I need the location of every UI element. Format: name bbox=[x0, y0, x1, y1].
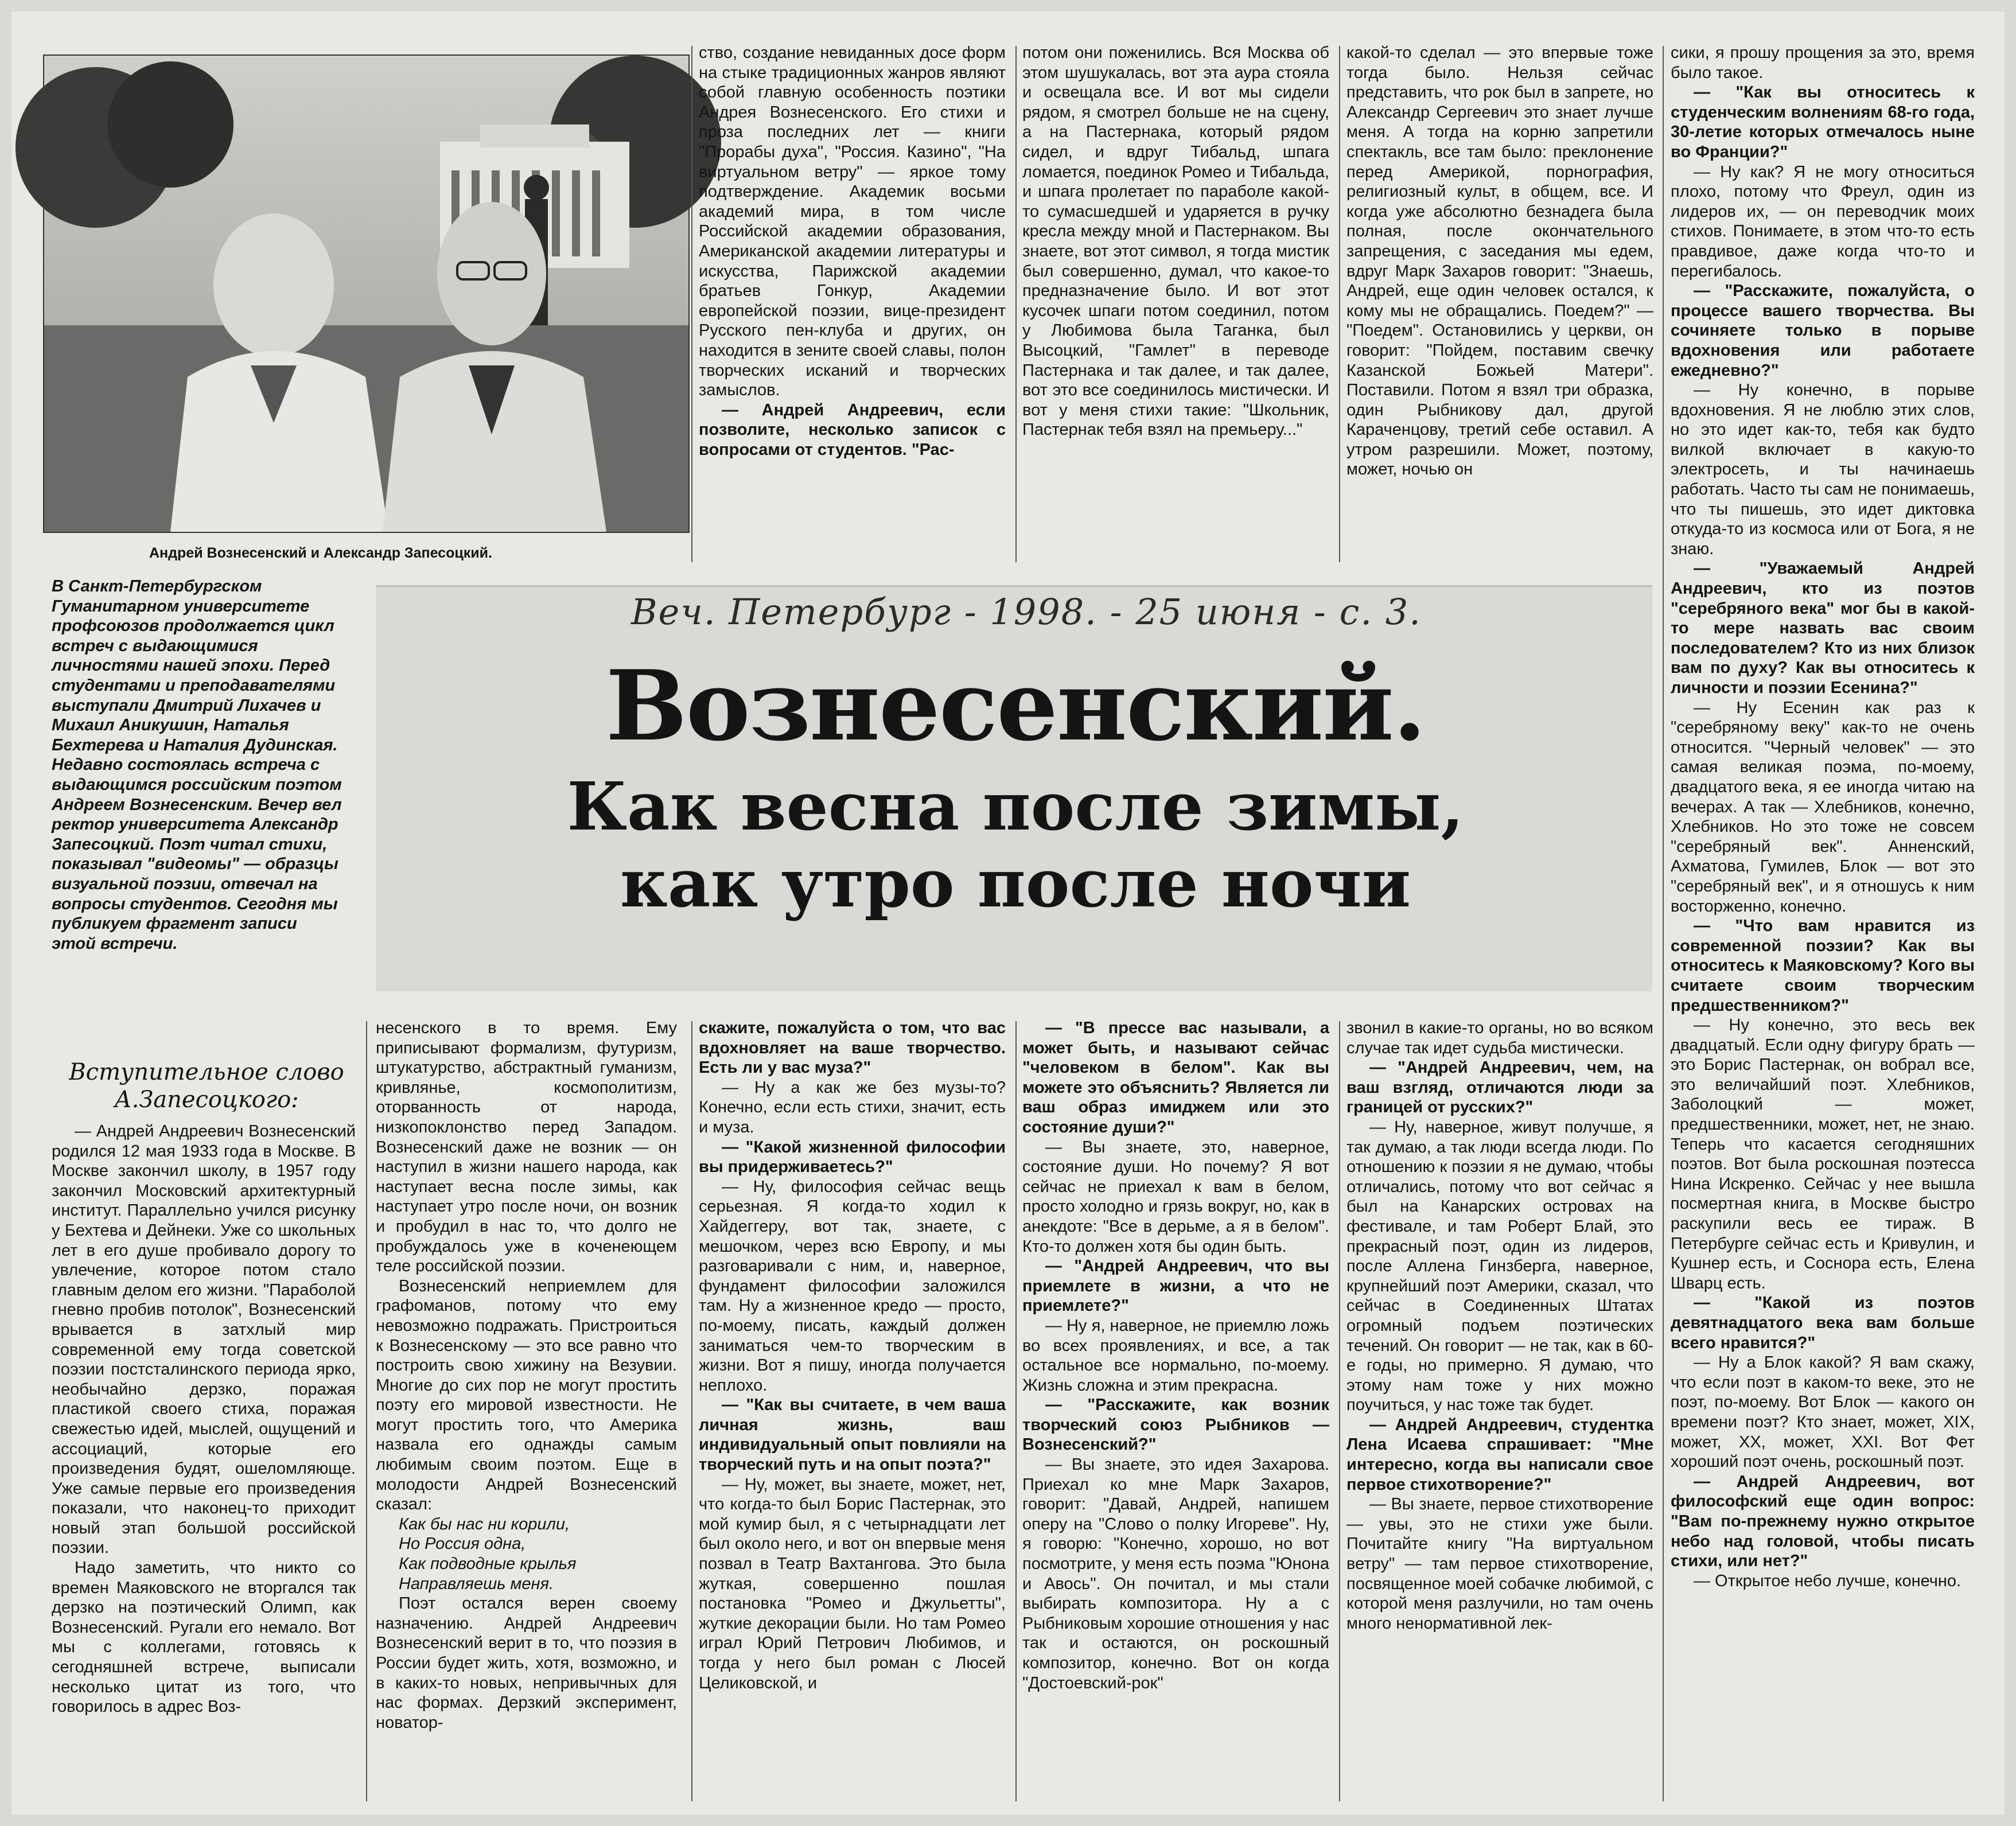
paragraph: — Ну как? Я не могу относиться плохо, потому что Фреул, один из лидеров их, — он переводчик моих стихов. Понимаете, в этом что-то есть правдивое, даже когда что-то и перегибалось. bbox=[1671, 162, 1980, 281]
paragraph: потом они поженились. Вся Москва об этом шушукалась, вот эта аура стояла и освещала все. И вот мы сидели рядом, я смотрел больше не на сцену, а на Пастернака, который рядом сидел, и вдруг Тибальд, шпага ломается, поединок Ромео и Тибальда, и шпага пролетает по параболе какой-то сумасшедшей и ударяется в ручку кресла между мной и Пастернаком. Вы знаете, вот этот символ, я тогда мистик был совершенно, думал, что какое-то предназначение было. И вот этот кусочек шпаги потом соединил, потом у Любимова была Таганка, был Высоцкий, "Гамлет" в переводе Пастернака и так далее, и так далее, вот это все соединилось мистически. И вот у меня стихи такие: "Школьник, Пастернак тебя взял на премьеру..." bbox=[1022, 44, 1334, 439]
paragraph: — Вы знаете, первое стихотворение — увы, это не стихи уже были. Почитайте книгу "На виртуальном ветру" — там первое стихотворение, посвященное моей собачке любимой, с которой меня разлучили, но там очень много ненормативной лек- bbox=[1346, 1495, 1659, 1633]
headline-title: Вознесенский. bbox=[605, 649, 1426, 762]
paragraph: — Вы знаете, это, наверное, состояние души. Но почему? Я вот сейчас не приехал к вам в белом, просто холодно и грязь вокруг, но, как в анекдоте: "Все в дерьме, а я в белом". Кто-то должен хотя бы один быть. bbox=[1022, 1138, 1334, 1256]
paragraph: — "Андрей Андреевич, чем, на ваш взгляд, отличаются люди за границей от русских?" bbox=[1346, 1058, 1659, 1117]
photo-caption: Андрей Вознесенский и Александр Запесоцкий. bbox=[149, 545, 492, 561]
paragraph: сики, я прошу прощения за это, время было такое. bbox=[1671, 44, 1980, 82]
paragraph: — Ну конечно, в порыве вдохновения. Я не люблю этих слов, но это идет как-то, тебя как будто вилкой включает в какую-то электросеть, и ты начинаешь работать. Часто ты сам не понимаешь, что ты пишешь, это идет диктовка откуда-то из космоса или от Бога, я не знаю. bbox=[1671, 381, 1980, 558]
paragraph: — Андрей Андреевич, вот философский еще один вопрос: "Вам по-прежнему нужно открытое небо над головой, чтобы писать стихи, или нет?" bbox=[1671, 1472, 1980, 1571]
paragraph: — "Какой жизненной философии вы придерживаетесь?" bbox=[699, 1138, 1011, 1177]
headline-subtitle-line-2: как утро после ночи bbox=[620, 845, 1411, 922]
top-column-2 bbox=[699, 43, 1011, 562]
headline-subtitle-line-1: Как весна после зимы, bbox=[567, 768, 1464, 846]
paragraph: Надо заметить, что никто со времен Маяковского не вторгался так дерзко на поэтический Олимп, как Вознесенский. Ругали его немало. Вот мы с коллегами, готовясь к сегодняшней встрече, выписали несколько цитат из того, что говорилось в адрес Воз- bbox=[52, 1559, 361, 1716]
paragraph: — "В прессе вас называли, а может быть, и называют сейчас "человеком в белом". Как вы можете это объяснить? Является ли ваш образ имиджем или это состояние души?" bbox=[1022, 1019, 1334, 1136]
paragraph: — Ну, философия сейчас вещь серьезная. Я когда-то ходил к Хайдеггеру, вот так, знаете, с мешочком, через всю Европу, и мы разговаривали с ним, и, наверное, фундамент философии заложился там. Ну а жизненное кредо — просто, по-моему, писать, каждый должен заниматься чем-то творческим в жизни. Вот я пишу, иногда получается неплохо. bbox=[699, 1177, 1011, 1395]
photo-image bbox=[44, 56, 688, 532]
paragraph: — "Расскажите, как возник творческий союз Рыбников — Вознесенский?" bbox=[1022, 1396, 1334, 1454]
bottom-column-5 bbox=[1346, 1018, 1659, 1807]
bottom-column-3 bbox=[699, 1018, 1011, 1807]
column-rule bbox=[1015, 46, 1017, 562]
paragraph: — Андрей Андреевич Вознесенский родился 12 мая 1933 года в Москве. В Москве закончил школу, в 1957 году закончил Московский архитектурный институт. Параллельно учился рисунку у Бехтева и Дейнеки. Уже со школьных лет в его душе пробивало дорогу то увлечение, которое потом стало главным делом его жизни. "Параболой гневно пробив потолок", Вознесенский врывается в затхлый мир современной ему тогда советской поэзии постсталинского периода ярко, необычайно дерзко, поражая пластикой своего стиха, поражая свежестью идей, мыслей, ощущений и ассоциаций, которые его произведения будят, ошеломляюще. Уже самые первые его произведения показали, что наконец-то приходит новый этап большой российской поэзии. bbox=[52, 1122, 361, 1558]
paragraph: — Ну я, наверное, не приемлю ложь во всех проявлениях, и все, а так остальное все нормально, по-моему. Жизнь сложна и этим прекрасна. bbox=[1022, 1316, 1334, 1395]
paragraph: — "Уважаемый Андрей Андреевич, кто из поэтов "серебряного века" мог бы в какой-то мере назвать вас своим последователем? Кто из них близок вам по духу? Как вы относитесь к личности и поэзии Есенина?" bbox=[1671, 559, 1980, 697]
paragraph: ство, создание невиданных досе форм на стыке традиционных жанров являют собой главную особенность поэтики Андрея Вознесенского. Его стихи и проза последних лет — книги "Прорабы духа", "Россия. Казино", "На виртуальном ветру" — яркое тому подтверждение. Академик восьми академий мира, в том числе Российской академии образования, Американской академии литературы и искусства, Парижской академии братьев Гонкур, Академии европейской поэзии, вице-президент Русского пен-клуба и других, он находится в зените своей славы, полон творческих исканий и творческих замыслов. bbox=[699, 44, 1011, 400]
column-rule bbox=[691, 1021, 692, 1801]
column-rule bbox=[366, 1021, 367, 1801]
intro-subheading: Вступительное слово А.Запесоцкого: bbox=[69, 1059, 344, 1113]
top-column-4 bbox=[1346, 43, 1659, 562]
paragraph: — "Какой из поэтов девятнадцатого века вам больше всего нравится?" bbox=[1671, 1294, 1980, 1352]
newspaper-page bbox=[11, 11, 2005, 1815]
paragraph: — Андрей Андреевич, студентка Лена Исаева спрашивает: "Мне интересно, когда вы написали свое первое стихотворение?" bbox=[1346, 1415, 1659, 1494]
column-rule bbox=[1663, 46, 1664, 1801]
column-rule bbox=[691, 46, 692, 562]
paragraph: — "Расскажите, пожалуйста, о процессе вашего творчества. Вы сочиняете только в порыве вдохновения или работаете ежедневно?" bbox=[1671, 282, 1980, 380]
paragraph: — Открытое небо лучше, конечно. bbox=[1694, 1571, 1961, 1590]
paragraph: — Ну, может, вы знаете, может, нет, что когда-то был Борис Пастернак, это мой кумир был, я с четырнадцати лет был около него, и вот он впервые меня позвал в Театр Вахтангова. Это была жуткая, совершенно пошлая постановка "Ромео и Джульетты", жуткие декорации были. Но там Ромео играл Юрий Петрович Любимов, и тогда у него был роман с Люсей Целиковской, и bbox=[699, 1475, 1011, 1692]
paragraph: — Андрей Андреевич, если позволите, несколько записок с вопросами от студентов. "Рас- bbox=[699, 400, 1011, 459]
bottom-column-4 bbox=[1022, 1018, 1334, 1807]
paragraph: Поэт остался верен своему назначению. Андрей Андреевич Вознесенский верит в то, что поэзия в России будет жить, хотя, возможно, и в каких-то новых, непривычных для нас формах. Дерзкий эксперимент, новатор- bbox=[376, 1594, 682, 1732]
paragraph: — Ну, наверное, живут получше, я так думаю, а так люди всегда люди. По отношению к поэзии я не думаю, чтобы отличались, потому что вот сейчас я был на Канарских островах на фестивале, и там Роберт Блай, это прекрасный поэт, один из лидеров, после Аллена Гинзберга, наверное, крупнейший поэт Америки, сказал, что сейчас в Соединенных Штатах огромный подъем поэтических течений. Он говорит — не так, как в 60-е годы, но примерно. Я думаю, что этому нам тоже у них можно поучиться, у нас тоже так будет. bbox=[1346, 1118, 1659, 1415]
paragraph: Как бы нас ни корили, Но Россия одна, Как подводные крылья Направляешь меня. bbox=[399, 1514, 577, 1593]
paragraph: несенского в то время. Ему приписывают формализм, футуризм, штукатурство, абстрактный гуманизм, кривлянье, космополитизм, оторванность от народа, низкопоклонство перед Западом. Вознесенский даже не возник — он наступил в жизни нашего народа, как наступает весна после зимы, как наступает утро после ночи, он возник и пробудил в нас то, что долго не пробуждалось уже в коченеющем теле российской поэзии. bbox=[376, 1019, 682, 1276]
paragraph: — "Как вы относитесь к студенческим волнениям 68-го года, 30-летие которых отмечалось ныне во Франции?" bbox=[1671, 83, 1980, 161]
intro-lede: В Санкт-Петербургском Гуманитарном университете профсоюзов продолжается цикл встреч с выдающимися личностями нашей эпохи. Перед студентами и преподавателями выступали Дмитрий Лихачев и Михаил Аникушин, Наталья Бехтерева и Наталия Дудинская. Недавно состоялась встреча с выдающимся российским поэтом Андреем Вознесенским. Вечер вел ректор университета Александр Запесоцкий. Поэт читал стихи, показывал "видеомы" — образцы визуальной поэзии, отвечал на вопросы студентов. Сегодня мы публикуем фрагмент записи этой встречи. bbox=[52, 577, 342, 953]
paragraph: — "Андрей Андреевич, что вы приемлете в жизни, а что не приемлете?" bbox=[1022, 1257, 1334, 1315]
paragraph: какой-то сделал — это впервые тоже тогда было. Нельзя сейчас представить, что рок был в запрете, но Александр Сергеевич это знает лучше меня. А тогда на корню запретили спектакль, все там было: преклонение перед Америкой, порнография, религиозный культ, в общем, все. И когда уже абсолютно безнадега была полная, после окончательного запрещения, с заседания мы едем, вдруг Марк Захаров говорит: "Знаешь, Андрей, еще один человек остался, к кому мы не обращались. Поедем?" — "Поедем". Остановились у церкви, он говорит: "Пойдем, поставим свечку Казанской Божьей Матери". Поставили. Потом я взял три образка, один Рыбникову дал, другой Караченцову, третий себе оставил. А утром разрешили. Может, поэтому, может, ночью он bbox=[1346, 44, 1659, 479]
paragraph: звонил в какие-то органы, но во всяком случае так идет судьба мистически. bbox=[1346, 1019, 1659, 1057]
paragraph: — Ну Есенин как раз к "серебряному веку" как-то не очень относится. "Черный человек" — это самая великая поэма, по-моему, двадцатого века, я ее иногда читаю на вечерах. А так — Хлебников, конечно, Хлебников. Но это тоже не совсем "серебряный век". Анненский, Ахматова, Гумилев, Блок — вот это "серебряный век", и я отношусь к ним восторженно, конечно. bbox=[1671, 698, 1980, 916]
column-rule bbox=[1015, 1021, 1017, 1801]
paragraph: — "Что вам нравится из современной поэзии? Как вы относитесь к Маяковскому? Кого вы считаете своим творческим предшественником?" bbox=[1671, 917, 1980, 1015]
handwritten-note: Веч. Петербург - 1998. - 25 июня - с. 3. bbox=[631, 591, 1422, 633]
column-rule bbox=[1339, 1021, 1340, 1801]
paragraph: Вознесенский неприемлем для графоманов, потому что ему невозможно подражать. Пристроиться к Вознесенскому — это все равно что построить свою хижину на Везувии. Многие до сих пор не могут простить поэту его мировой известности. Не могут простить того, что Америка назвала его однажды самым любимым своим поэтом. Еще в молодости Андрей Вознесенский сказал: bbox=[376, 1276, 682, 1514]
paragraph: — Ну а Блок какой? Я вам скажу, что если поэт в каком-то веке, это не поэт, по-моему. Вот Блок — какого он времени поэт? Кто знает, может, XIX, может, XX, может, XXI. Вот Фет хороший поэт очень, роскошный поэт. bbox=[1671, 1353, 1980, 1471]
photo bbox=[43, 54, 690, 533]
bottom-column-1 bbox=[52, 1122, 361, 1807]
paragraph: — Ну а как же без музы-то? Конечно, если есть стихи, значит, есть и муза. bbox=[699, 1078, 1011, 1136]
top-column-3 bbox=[1022, 43, 1334, 562]
paragraph: — Ну конечно, это весь век двадцатый. Если одну фигуру брать — это Борис Пастернак, он вобрал все, это величайший поэт. Хлебников, Заболоцкий — может, предшественники, может, нет, не знаю. Теперь что касается сегодняшних поэтов. Вот была роскошная поэтесса Нина Искренко. Сейчас у нее вышла посмертная книга, в Москве быстро раскупили весь ее тираж. В Петербурге сейчас есть и Кривулин, и Кушнер есть, и Соснора есть, Елена Шварц есть. bbox=[1671, 1016, 1980, 1292]
column-rule bbox=[1339, 46, 1340, 562]
right-column bbox=[1671, 43, 1980, 1807]
paragraph: — Вы знаете, это идея Захарова. Приехал ко мне Марк Захаров, говорит: "Давай, Андрей, напишем оперу на "Слово о полку Игореве". Ну, я говорю: "Конечно, хорошо, но вот посмотрите, у меня есть поэма "Юнона и Авось". Он почитал, и мы стали выбирать композитора. Ну а с Рыбниковым хорошие отношения у нас так и остаются, он роскошный композитор, конечно. Вот он когда "Достоевский-рок" bbox=[1022, 1455, 1334, 1692]
paragraph: скажите, пожалуйста о том, что вас вдохновляет на ваше творчество. Есть ли у вас муза?" bbox=[699, 1019, 1011, 1077]
headline-subtitle bbox=[379, 769, 1652, 922]
bottom-column-2 bbox=[376, 1018, 682, 1807]
paragraph: — "Как вы считаете, в чем ваша личная жизнь, ваш индивидуальный опыт повлияли на творческий путь и на опыт поэта?" bbox=[699, 1396, 1011, 1474]
